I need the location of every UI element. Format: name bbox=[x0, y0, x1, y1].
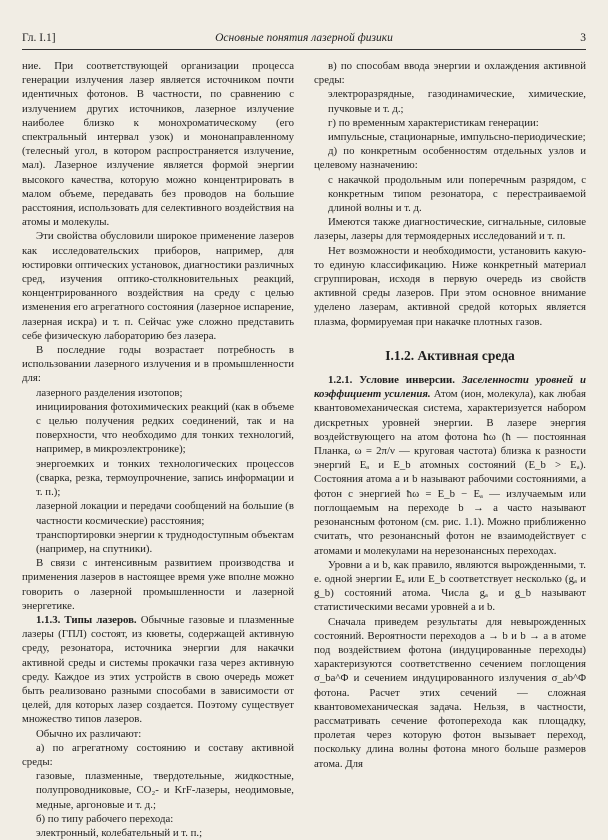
section-heading: 1.2.1. Условие инверсии. bbox=[328, 374, 455, 387]
list-item: б) по типу рабочего перехода: bbox=[36, 812, 174, 825]
list-item: электронный, колебательный и т. п.; bbox=[36, 826, 203, 839]
paragraph: Эти свойства обусловили широкое применение лазеров как исследовательских приборов, например, для юстировки оптических установок, диагностики различных сред, изучения оптико-столкновительных реакций, концентрированного воздействия на среду с целью изменения его агрегатного состояния (лазерное испарение, лазерная искра) и т. п. Сейчас уже сложно представить себе физическую лабораторию без лазера. bbox=[22, 230, 294, 342]
list-item: транспортировки энергии к труднодоступным объектам (например, на спутники). bbox=[36, 528, 294, 555]
section-1-2-1 bbox=[314, 373, 586, 558]
paragraph: ние. При соответствующей организации процесса генерации излучения лазер является источником почти идентичных фотонов. В частности, по сравнению с излучением других источников, лазерное излучение наиболее близко к монохроматическому (его спектральный интервал узок) и мононаправленному (телесный угол, в котором распространяется излучение, мал). Лазерное излучение является формой энергии высокого качества, которую можно концентрировать в малом объеме, передавать без проводов на большие расстояния, использовать для селективного воздействия на атомы и молекулы. bbox=[22, 60, 294, 229]
paragraph: В связи с интенсивным развитием производства и применения лазеров в настоящее время уже вполне можно говорить о лазерной промышленности и лазерной энергетике. bbox=[22, 557, 294, 612]
list-item: энергоемких и тонких технологических процессов (сварка, резка, термоупрочнение, запись информации и т. п.); bbox=[36, 457, 294, 499]
paragraph: В последние годы возрастает потребность в использовании лазерного излучения и в промышленности для: bbox=[22, 344, 294, 385]
list-item: в) по способам ввода энергии и охлаждения активной среды: bbox=[314, 60, 586, 87]
section-text: Атом (ион, молекула), как любая квантовомеханическая система, характеризуется набором дискретных уровней энергии. В лазере энергия воздействующего на атом фотона ħω (ħ — постоянная Планка, ω = 2π/ν — круговая частота) близка к разности энергий Eₐ и E_b атомных состояний (E_b > Eₐ). Состояния атома a и b называют рабочими состояниями, а фотон с энергией ħω = E_b − Eₐ — излучаемым или поглощаемым на переходе b → a часто называют резонансным фотоном (см. рис. 1.1). Можно приближенно считать, что резонансный фотон не взаимодействует с атомами и молекулами на нерезонансных переходах. bbox=[314, 388, 586, 557]
paragraph: Нет возможности и необходимости, установить какую-то единую классификацию. Ниже конкретный материал сгруппирован, исходя в первую очередь из свойств активной среды лазеров. При этом основное внимание уделено лазерам, активной средой которых является плазма, формируемая при накачке плотных газов. bbox=[314, 244, 586, 328]
page-number: 3 bbox=[580, 32, 586, 44]
list-item: электроразрядные, газодинамические, химические, пучковые и т. д.; bbox=[328, 88, 586, 115]
list-item: а) по агрегатному состоянию и составу активной среды: bbox=[22, 741, 294, 768]
header-title: Основные понятия лазерной физики bbox=[215, 32, 393, 44]
section-heading: 1.1.3. Типы лазеров. bbox=[36, 613, 137, 626]
left-column bbox=[22, 59, 294, 840]
running-header bbox=[22, 31, 586, 50]
paragraph: Уровни a и b, как правило, являются вырожденными, т. е. одной энергии Eₐ или E_b соответствует несколько (gₐ и g_b) состояний атома. Числа gₐ и g_b называют статистическими весами уровней a и b. bbox=[314, 558, 586, 614]
list-item: г) по временным характеристикам генерации: bbox=[328, 116, 539, 129]
list-item: с накачкой продольным или поперечным разрядом, с конкретным типом резонатора, с перестраиваемой длиной волны и т. д. bbox=[328, 173, 586, 215]
section-title: I.1.2. Активная среда bbox=[385, 347, 515, 363]
paragraph: Имеются также диагностические, сигнальные, силовые лазеры, лазеры для термоядерных исследований и т. п. bbox=[314, 216, 586, 243]
list-item: импульсные, стационарные, импульсно-периодические; bbox=[328, 131, 586, 144]
right-column bbox=[314, 59, 586, 771]
paragraph: Обычно их различают: bbox=[36, 727, 142, 740]
list-item: газовые, плазменные, твердотельные, жидкостные, полупроводниковые, CO₂- и KrF-лазеры, неодимовые, медные, аргоновые и т. д.; bbox=[36, 770, 294, 811]
list-item: лазерной локации и передачи сообщений на большие (в частности космические) расстояния; bbox=[36, 500, 294, 527]
section-heading-italic: Заселенности уровней и коэффициент усиления. bbox=[314, 374, 586, 401]
section-text: Обычные газовые и плазменные лазеры (ГПЛ) состоят, из кюветы, содержащей активную среду, резонатора, источника энергии для накачки активной среды и системы прокачки газа через активную среду. Каждое из этих устройств в свою очередь может быть реализовано разными способами в зависимости от целей, для которых лазер создается. Поэтому существует множество типов лазеров. bbox=[22, 613, 295, 726]
list-item: инициирования фотохимических реакций (как в объеме с целью получения редких соединений, так и на поверхности, что необходимо для тонких технологий, например, в микроэлектронике); bbox=[36, 400, 294, 456]
chapter-label: Гл. I.1] bbox=[22, 32, 56, 44]
list-item: д) по конкретным особенностям отдельных узлов и целевому назначению: bbox=[314, 145, 586, 172]
paragraph: Сначала приведем результаты для невырожденных состояний. Вероятности переходов a → b и b → a в атоме под воздействием фотона (индуцированные переходы) характеризуются соответственно сечением поглощения σ_ba^Φ и сечением индуцированного излучения σ_ab^Φ фотона. Расчет этих сечений — сложная квантовомеханическая задача. Нельзя, в частности, рассматривать сечение фотоперехода как площадку, пролетая через которую фотон вызывает переход, поскольку длина волны фотона много больше размеров атома. Для bbox=[314, 615, 586, 770]
list-item: лазерного разделения изотопов; bbox=[36, 386, 183, 399]
section-1-1-3 bbox=[22, 613, 294, 727]
